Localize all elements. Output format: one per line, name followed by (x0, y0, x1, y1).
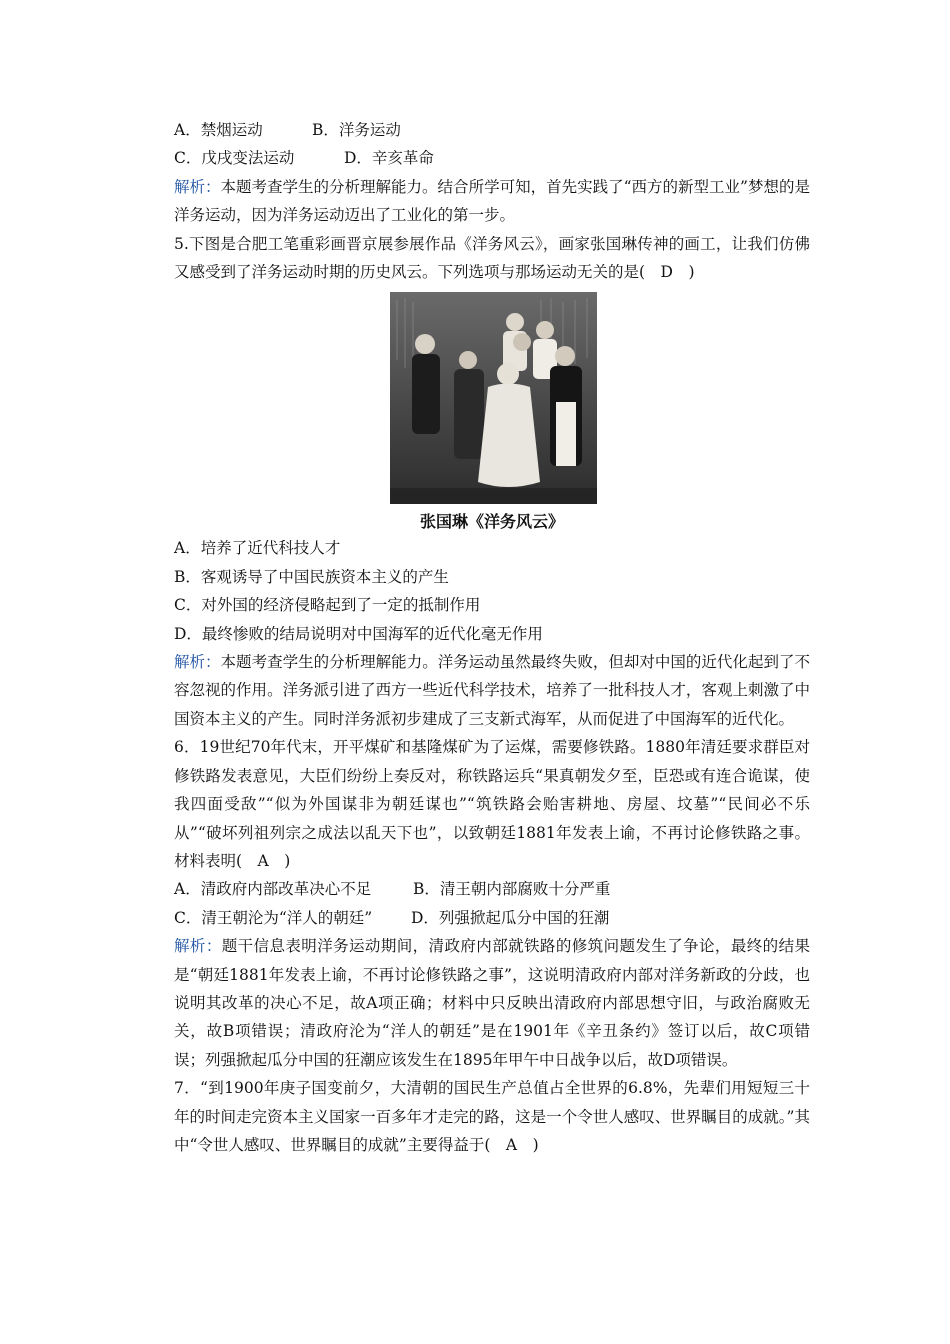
q4-option-b: B．洋务运动 (312, 121, 401, 139)
q6-option-d: D．列强掀起瓜分中国的狂潮 (411, 908, 610, 927)
q5-stem: 5.下图是合肥工笔重彩画晋京展参展作品《洋务风云》，画家张国琳传神的画工，让我们仿佛又感受到了洋务运动时期的历史风云。下列选项与那场运动无关的是( D ) (174, 234, 810, 282)
document-page (174, 116, 810, 1159)
q6-option-a: A．清政府内部改革决心不足 (174, 880, 372, 899)
q4-option-c: C．戊戌变法运动 (174, 149, 295, 168)
q4-option-a: A．禁烟运动 (174, 121, 263, 139)
q6-options-row-1 (174, 875, 810, 903)
q6-analysis-text: 题干信息表明洋务运动期间，清政府内部就铁路的修筑问题发生了争论，最终的结果是“朝廷1881年发表上谕，不再讨论修铁路之事”，这说明清政府内部对洋务新政的分歧，也说明其改革的决心不足，故A项正确；材料中只反映出清政府内部思想守旧，与政治腐败无关，故B项错误；清政府沦为“洋人的朝廷”是在1901年《辛丑条约》签订以后，故C项错误；列强掀起瓜分中国的狂潮应该发生在1895年甲午中日战争以后，故D项错误。 (174, 937, 810, 1069)
q5-option-c: C．对外国的经济侵略起到了一定的抵制作用 (174, 596, 481, 615)
q4-option-d: D．辛亥革命 (344, 149, 434, 168)
q6-stem: 6．19世纪70年代末，开平煤矿和基隆煤矿为了运煤，需要修铁路。1880年清廷要求群臣对修铁路发表意见，大臣们纷纷上奏反对，称铁路运兵“果真朝发夕至，臣恐或有连合诡谋，使我四面受敌”“似为外国谋非为朝廷谋也”“筑铁路会贻害耕地、房屋、坟墓”“民间必不乐从”“破坏列祖列宗之成法以乱天下也”，以致朝廷1881年发表上谕，不再讨论修铁路之事。材料表明( A ) (174, 738, 810, 870)
q7-stem: 7．“到1900年庚子国变前夕，大清朝的国民生产总值占全世界的6.8%，先辈们用短短三十年的时间走完资本主义国家一百多年才走完的路，这是一个令世人感叹、世界瞩目的成就。”其中“令世人感叹、世界瞩目的成就”主要得益于( A ) (174, 1079, 810, 1154)
figure-caption: 张国琳《洋务风云》 (419, 512, 564, 532)
q5-analysis-label: 解析： (174, 653, 221, 672)
q5-analysis-text: 本题考查学生的分析理解能力。洋务运动虽然最终失败，但却对中国的近代化起到了不容忽视的作用。洋务派引进了西方一些近代科学技术，培养了一批科技人才，客观上刺激了中国资本主义的产生。同时洋务派初步建成了三支新式海军，从而促进了中国海军的近代化。 (174, 653, 810, 728)
painting-illustration (390, 292, 597, 504)
q4-analysis-text: 本题考查学生的分析理解能力。结合所学可知，首先实践了“西方的新型工业”梦想的是洋务运动，因为洋务运动迈出了工业化的第一步。 (174, 177, 810, 225)
q5-option-a: A．培养了近代科技人才 (174, 539, 341, 558)
q4-analysis-label: 解析： (174, 177, 221, 196)
q5-option-d: D．最终惨败的结局说明对中国海军的近代化毫无作用 (174, 624, 543, 643)
q6-option-c: C．清王朝沦为“洋人的朝廷” (174, 908, 373, 927)
q4-options-row-2 (174, 144, 810, 172)
q4-options-row-1 (174, 116, 810, 144)
q4-analysis (174, 173, 810, 230)
q5-option-b: B．客观诱导了中国民族资本主义的产生 (174, 567, 449, 586)
q6-analysis-label: 解析： (174, 937, 222, 956)
q6-analysis (174, 932, 810, 1074)
painting-image (390, 292, 597, 504)
q6-option-b: B．清王朝内部腐败十分严重 (413, 880, 611, 899)
q5-figure (174, 292, 810, 534)
q6-options-row-2 (174, 904, 810, 932)
q5-analysis (174, 648, 810, 733)
